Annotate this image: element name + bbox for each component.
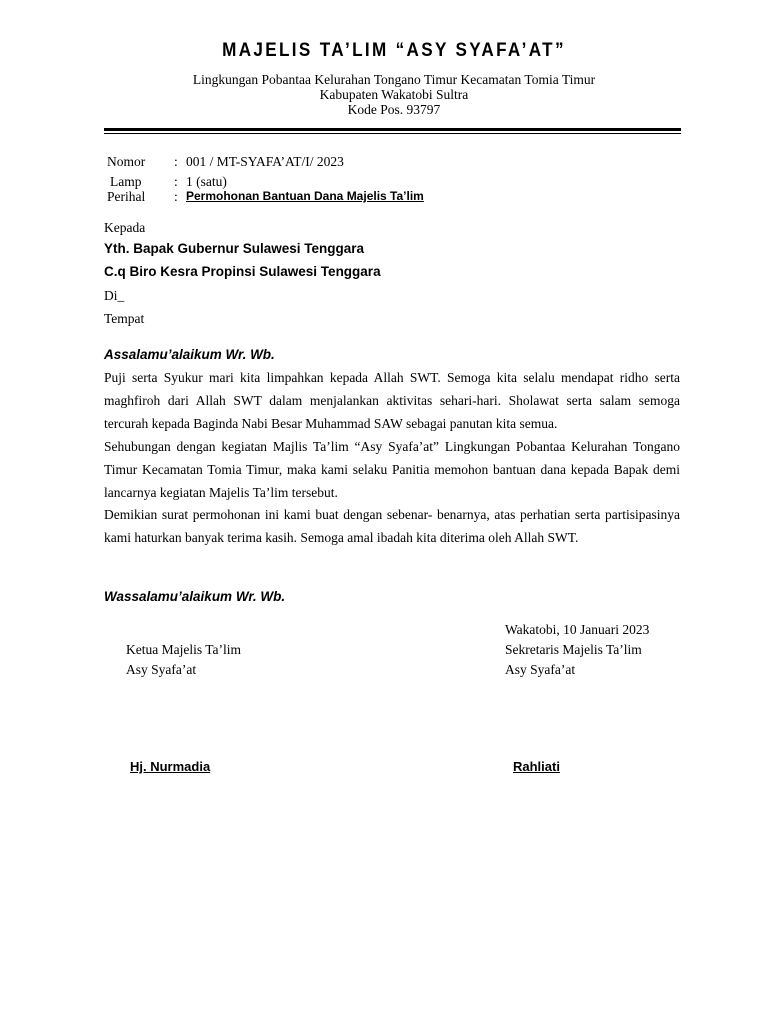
recipient-line-2: C.q Biro Kesra Propinsi Sulawesi Tenggara: [104, 264, 381, 279]
lamp-value: 1 (satu): [186, 174, 227, 189]
place-date: Wakatobi, 10 Januari 2023: [505, 622, 650, 637]
header-divider-thick: [104, 128, 681, 131]
left-signer-org: Asy Syafa’at: [126, 662, 197, 677]
lamp-colon: :: [174, 174, 178, 189]
address-line-1: Lingkungan Pobantaa Kelurahan Tongano Timur Kecamatan Tomia Timur: [192, 72, 596, 87]
perihal-colon: :: [174, 189, 178, 204]
recipient-tempat: Tempat: [104, 311, 145, 326]
perihal-label: Perihal: [107, 189, 146, 204]
recipient-line-1: Yth. Bapak Gubernur Sulawesi Tenggara: [104, 241, 365, 256]
right-signer-name: Rahliati: [513, 759, 560, 774]
paragraph-1: Puji serta Syukur mari kita limpahkan kepada Allah SWT. Semoga kita selalu mendapat ridho serta maghfiroh dari Allah SWT dalam menjalankan aktivitas sehari-hari. Sholawat serta salam semoga tercurah kepada Baginda Nabi Besar Muhammad SAW sebagai panutan kita semua.: [104, 370, 680, 431]
right-signer-title: Sekretaris Majelis Ta’lim: [505, 642, 642, 657]
perihal-value: Permohonan Bantuan Dana Majelis Ta’lim: [186, 189, 424, 203]
recipient-di: Di_: [104, 288, 125, 303]
nomor-colon: :: [174, 154, 178, 169]
nomor-label: Nomor: [107, 154, 146, 169]
left-signer-name: Hj. Nurmadia: [130, 759, 211, 774]
greeting: Assalamu’alaikum Wr. Wb.: [104, 347, 275, 362]
address-line-2: Kabupaten Wakatobi Sultra: [319, 87, 469, 102]
left-signer-title: Ketua Majelis Ta’lim: [126, 642, 242, 657]
paragraph-2: Sehubungan dengan kegiatan Majlis Ta’lim “Asy Syafa’at” Lingkungan Pobantaa Kelurahan Tongano Timur Kecamatan Tomia Timur, maka kami selaku Panitia memohon bantuan dana kepada Bapak demi lancarnya kegiatan Majelis Ta’lim tersebut.: [104, 439, 680, 500]
nomor-value: 001 / MT-SYAFA’AT/I/ 2023: [186, 154, 344, 169]
address-line-3: Kode Pos. 93797: [347, 102, 441, 117]
closing: Wassalamu’alaikum Wr. Wb.: [104, 589, 286, 604]
letterhead-title: MAJELIS TA’LIM “ASY SYAFA’AT”: [222, 40, 566, 61]
paragraph-3: Demikian surat permohonan ini kami buat dengan sebenar- benarnya, atas perhatian serta partisipasinya kami haturkan banyak terima kasih. Semoga amal ibadah kita diterima oleh Allah SWT.: [104, 507, 680, 545]
right-signer-org: Asy Syafa’at: [505, 662, 576, 677]
lamp-label: Lamp: [110, 174, 142, 189]
kepada-label: Kepada: [104, 220, 146, 235]
header-divider-thin: [104, 133, 681, 134]
